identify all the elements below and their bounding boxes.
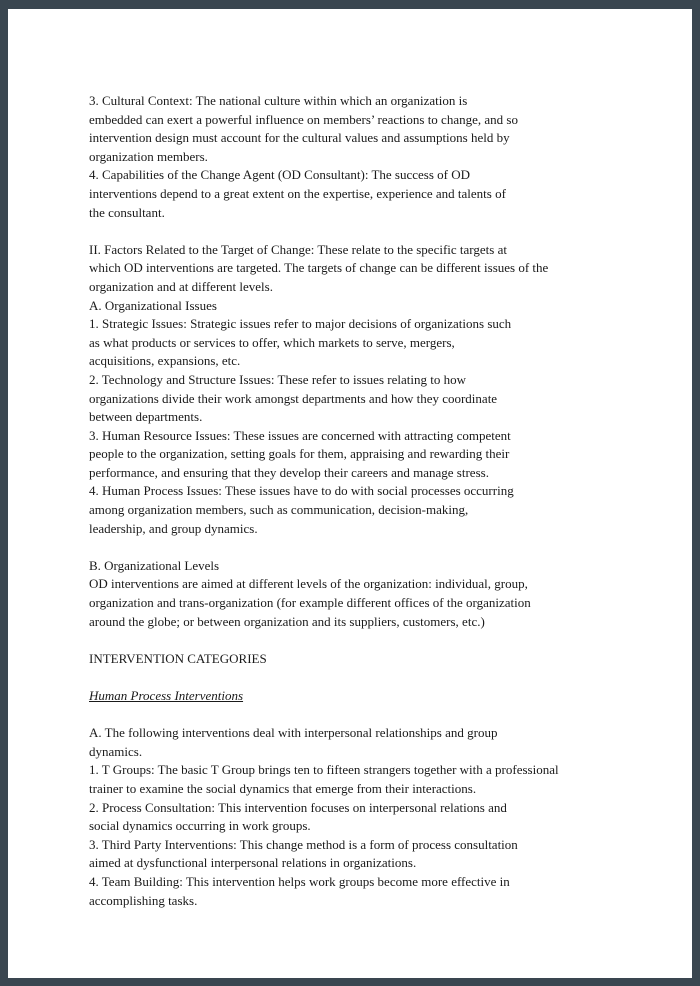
text-line: 4. Team Building: This intervention helps work groups become more effective in [89,873,510,889]
text-line: intervention design must account for the cultural values and assumptions held by [89,130,510,146]
text-line: trainer to examine the social dynamics that emerge from their interactions. [89,780,477,796]
text-line: 1. Strategic Issues: Strategic issues refer to major decisions of organizations such [89,316,512,332]
document-body [89,92,649,910]
paragraph-target-of-change [89,241,649,539]
text-line: between departments. [89,409,203,425]
text-line: 4. Capabilities of the Change Agent (OD Consultant): The success of OD [89,167,471,183]
text-line: organization members. [89,148,208,164]
text-line: A. Organizational Issues [89,297,217,313]
paragraph-context-factors [89,92,649,222]
text-line: the consultant. [89,204,165,220]
text-line: II. Factors Related to the Target of Change: These relate to the specific targets at [89,241,507,257]
text-line: organization and trans-organization (for example different offices of the organization [89,595,531,611]
text-line: A. The following interventions deal with interpersonal relationships and group [89,725,498,741]
text-line: aimed at dysfunctional interpersonal relations in organizations. [89,855,417,871]
text-line: 4. Human Process Issues: These issues have to do with social processes occurring [89,483,514,499]
text-line: 1. T Groups: The basic T Group brings ten to fifteen strangers together with a professional [89,762,559,778]
paragraph-gap [89,668,649,687]
text-line: interventions depend to a great extent on the expertise, experience and talents of [89,185,506,201]
text-line: people to the organization, setting goals for them, appraising and rewarding their [89,446,510,462]
text-line: 3. Cultural Context: The national culture within which an organization is [89,93,468,108]
text-line: OD interventions are aimed at different levels of the organization: individual, group, [89,576,528,592]
text-line: organizations divide their work amongst departments and how they coordinate [89,390,498,406]
text-line: acquisitions, expansions, etc. [89,353,241,369]
text-line: B. Organizational Levels [89,557,220,573]
text-line: as what products or services to offer, which markets to serve, mergers, [89,334,455,350]
text-line: social dynamics occurring in work groups. [89,818,311,834]
paragraph-gap [89,222,649,241]
paragraph-gap [89,538,649,557]
document-page [8,9,692,978]
paragraph-human-process-interventions [89,724,649,910]
text-line: organization and at different levels. [89,278,273,294]
text-line: 3. Third Party Interventions: This change method is a form of process consultation [89,836,518,852]
paragraph-gap [89,631,649,650]
text-line: 2. Technology and Structure Issues: These refer to issues relating to how [89,371,466,387]
paragraph-gap [89,706,649,725]
text-line: around the globe; or between organization and its suppliers, customers, etc.) [89,613,485,629]
text-line: 3. Human Resource Issues: These issues are concerned with attracting competent [89,427,511,443]
text-line: among organization members, such as communication, decision-making, [89,502,469,518]
subsection-heading: Human Process Interventions [89,688,244,703]
text-line: dynamics. [89,743,143,759]
text-line: which OD interventions are targeted. The targets of change can be different issues of the [89,260,549,276]
text-line: leadership, and group dynamics. [89,520,258,536]
text-line: accomplishing tasks. [89,892,198,908]
text-line: performance, and ensuring that they develop their careers and manage stress. [89,464,489,480]
paragraph-organizational-levels [89,557,649,631]
text-line: 2. Process Consultation: This intervention focuses on interpersonal relations and [89,799,507,815]
section-heading: INTERVENTION CATEGORIES [89,650,267,666]
text-line: embedded can exert a powerful influence on members’ reactions to change, and so [89,111,518,127]
